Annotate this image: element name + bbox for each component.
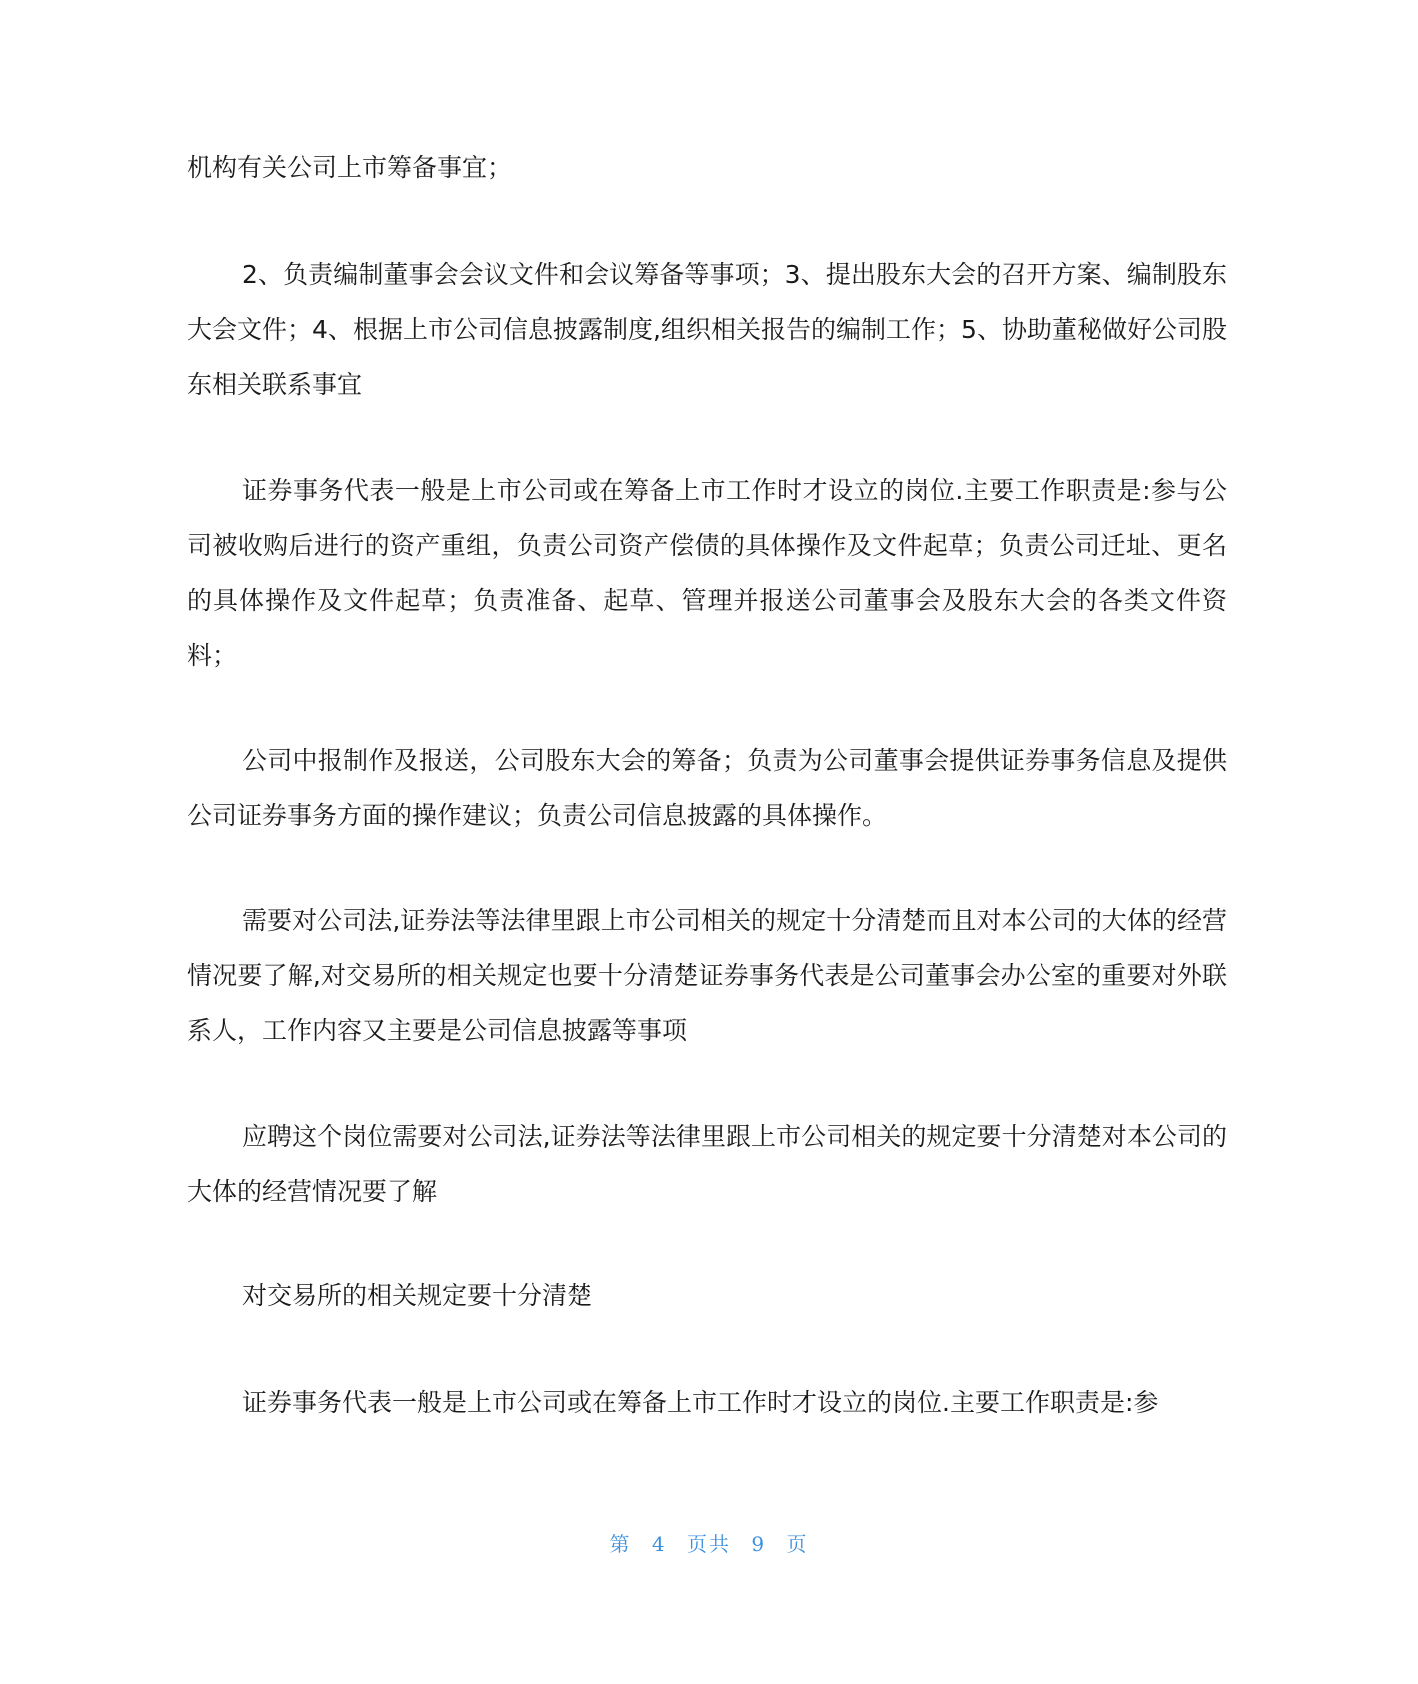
page-footer — [0, 1528, 1418, 1557]
paragraph-text: 2、负责编制董事会会议文件和会议筹备等事项；3、提出股东大会的召开方案、编制股东大会文件；4、根据上市公司信息披露制度,组织相关报告的编制工作；5、协助董秘做好公司股东相关联系事宜 — [187, 260, 1227, 399]
footer-prefix: 第 — [609, 1532, 632, 1556]
paragraph-text: 证券事务代表一般是上市公司或在筹备上市工作时才设立的岗位.主要工作职责是:参 — [242, 1388, 1159, 1417]
footer-current-page: 4 — [651, 1532, 667, 1556]
paragraph — [187, 140, 1227, 195]
paragraph-text: 需要对公司法,证券法等法律里跟上市公司相关的规定十分清楚而且对本公司的大体的经营情况要了解,对交易所的相关规定也要十分清楚证券事务代表是公司董事会办公室的重要对外联系人，工作内容又主要是公司信息披露等事项 — [187, 906, 1227, 1045]
paragraph-text: 应聘这个岗位需要对公司法,证券法等法律里跟上市公司相关的规定要十分清楚对本公司的大体的经营情况要了解 — [187, 1122, 1227, 1206]
paragraph — [187, 733, 1227, 843]
paragraph — [187, 463, 1227, 683]
paragraph-text: 对交易所的相关规定要十分清楚 — [242, 1281, 593, 1310]
paragraph — [187, 1109, 1227, 1219]
footer-suffix: 页 — [786, 1532, 809, 1556]
paragraph-text: 公司中报制作及报送，公司股东大会的筹备；负责为公司董事会提供证券事务信息及提供公司证券事务方面的操作建议；负责公司信息披露的具体操作。 — [187, 746, 1227, 830]
paragraph-text: 证券事务代表一般是上市公司或在筹备上市工作时才设立的岗位.主要工作职责是:参与公司被收购后进行的资产重组，负责公司资产偿债的具体操作及文件起草；负责公司迁址、更名的具体操作及文件起草；负责准备、起草、管理并报送公司董事会及股东大会的各类文件资料； — [187, 476, 1227, 670]
footer-total-pages: 9 — [751, 1532, 767, 1556]
paragraph — [187, 1268, 1227, 1323]
paragraph — [187, 247, 1227, 412]
footer-middle: 页共 — [687, 1532, 731, 1556]
paragraph — [187, 893, 1227, 1058]
paragraph — [187, 1375, 1227, 1430]
paragraph-text: 机构有关公司上市筹备事宜； — [187, 153, 513, 182]
